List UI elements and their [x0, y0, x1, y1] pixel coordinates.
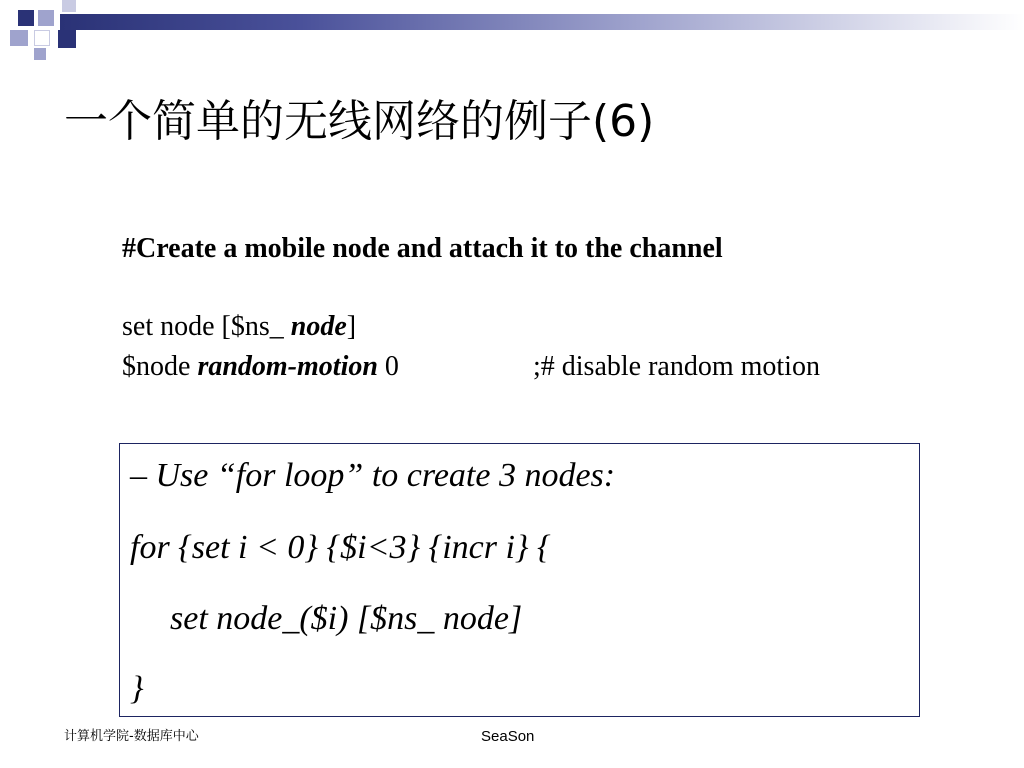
- loop-body-line: set node_($i) [$ns_ node]: [170, 600, 523, 637]
- code-comment: ;# disable random motion: [533, 351, 820, 382]
- code-keyword: node: [290, 311, 347, 342]
- loop-close-brace: }: [130, 670, 144, 707]
- code-text: ]: [346, 311, 357, 342]
- decor-square: [18, 10, 34, 26]
- for-loop-line: for {set i < 0} {$i<3} {incr i} {: [130, 529, 551, 566]
- decor-square: [34, 30, 50, 46]
- decor-square: [58, 30, 76, 48]
- title-gradient-bar: [60, 14, 1024, 30]
- footer-author: SeaSon: [481, 728, 535, 745]
- decor-square: [34, 48, 46, 60]
- code-keyword: random-motion: [197, 351, 378, 382]
- decor-square: [38, 10, 54, 26]
- code-line-set-node: [122, 310, 356, 344]
- decor-square: [62, 0, 76, 12]
- decor-square: [10, 30, 28, 46]
- for-loop-box: [119, 443, 920, 717]
- title-decoration: [0, 0, 1024, 60]
- code-variable: $node: [122, 351, 198, 382]
- code-text: set node [$ns_: [122, 311, 291, 342]
- box-heading: – Use “for loop” to create 3 nodes:: [130, 457, 616, 494]
- footer-organization: 计算机学院-数据库中心: [64, 729, 199, 744]
- code-value: 0: [377, 351, 399, 382]
- code-line-random-motion: [122, 350, 820, 384]
- code-comment-line: #Create a mobile node and attach it to the channel: [122, 233, 723, 264]
- slide-title: 一个简单的无线网络的例子(6): [64, 96, 655, 147]
